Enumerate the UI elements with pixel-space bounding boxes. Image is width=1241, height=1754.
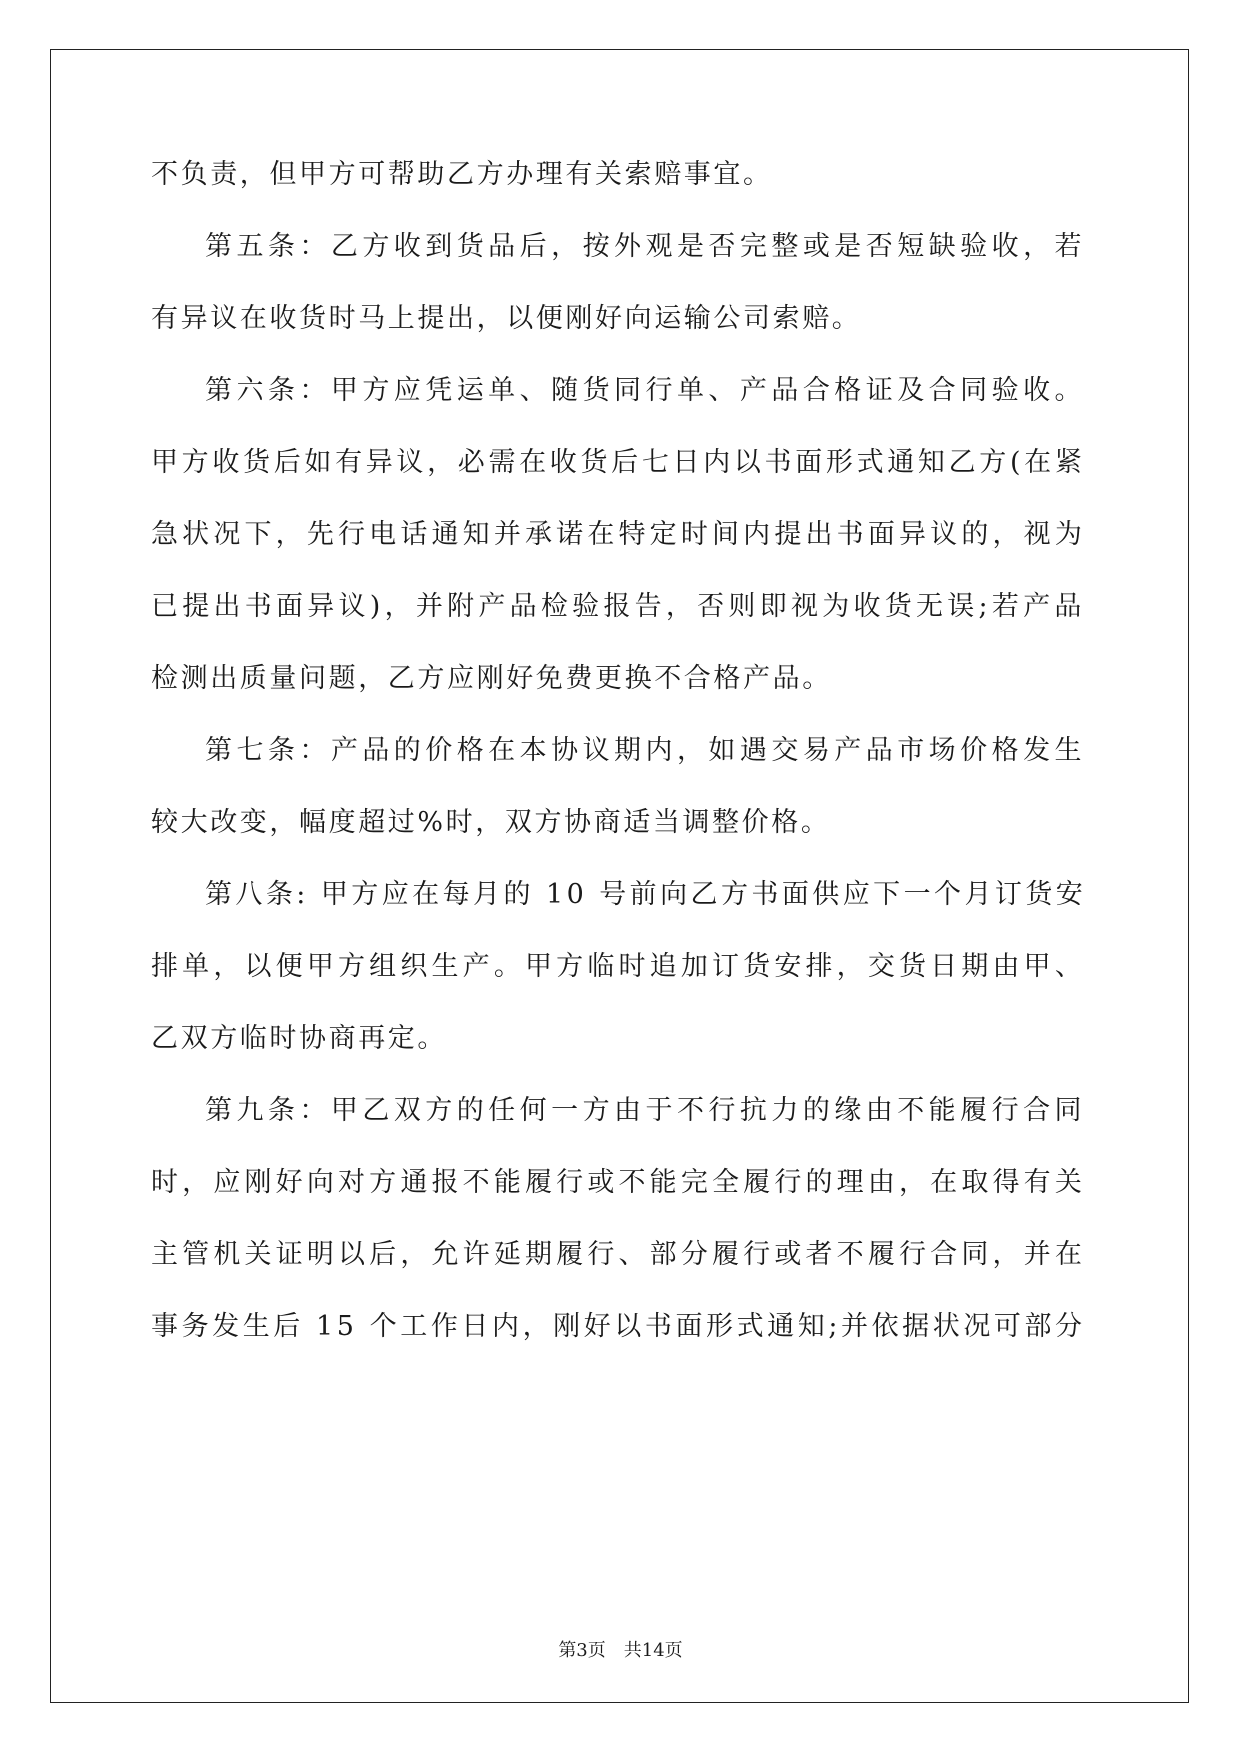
text-line: 排单，以便甲方组织生产。甲方临时追加订货安排，交货日期由甲、: [151, 951, 1086, 982]
clause-7-line: 第七条：产品的价格在本协议期内，如遇交易产品市场价格发生: [205, 735, 1086, 766]
text-line: 较大改变，幅度超过%时，双方协商适当调整价格。: [151, 807, 831, 838]
text-line: 乙双方临时协商再定。: [151, 1023, 447, 1054]
text-line: 急状况下，先行电话通知并承诺在特定时间内提出书面异议的，视为: [151, 519, 1086, 550]
clause-5-line: 第五条：乙方收到货品后，按外观是否完整或是否短缺验收，若: [205, 231, 1086, 262]
text-line: 检测出质量问题，乙方应刚好免费更换不合格产品。: [151, 663, 832, 694]
text-line: 已提出书面异议)，并附产品检验报告，否则即视为收货无误;若产品: [151, 591, 1086, 622]
text-line: 不负责，但甲方可帮助乙方办理有关索赔事宜。: [151, 159, 773, 190]
clause-8-line: 第八条: 甲方应在每月的 10 号前向乙方书面供应下一个月订货安: [205, 879, 1087, 910]
page-number-footer: 第3页 共14页: [558, 1640, 683, 1661]
clause-9-line: 第九条：甲乙双方的任何一方由于不行抗力的缘由不能履行合同: [205, 1095, 1086, 1126]
text-line: 主管机关证明以后，允许延期履行、部分履行或者不履行合同，并在: [151, 1239, 1086, 1270]
text-line: 有异议在收货时马上提出，以便刚好向运输公司索赔。: [151, 303, 862, 334]
text-line: 时，应刚好向对方通报不能履行或不能完全履行的理由，在取得有关: [151, 1167, 1086, 1198]
clause-6-line: 第六条：甲方应凭运单、随货同行单、产品合格证及合同验收。: [205, 375, 1086, 406]
text-line: 甲方收货后如有异议，必需在收货后七日内以书面形式通知乙方(在紧: [151, 447, 1086, 478]
text-line: 事务发生后 15 个工作日内，刚好以书面形式通知;并依据状况可部分: [151, 1311, 1086, 1342]
